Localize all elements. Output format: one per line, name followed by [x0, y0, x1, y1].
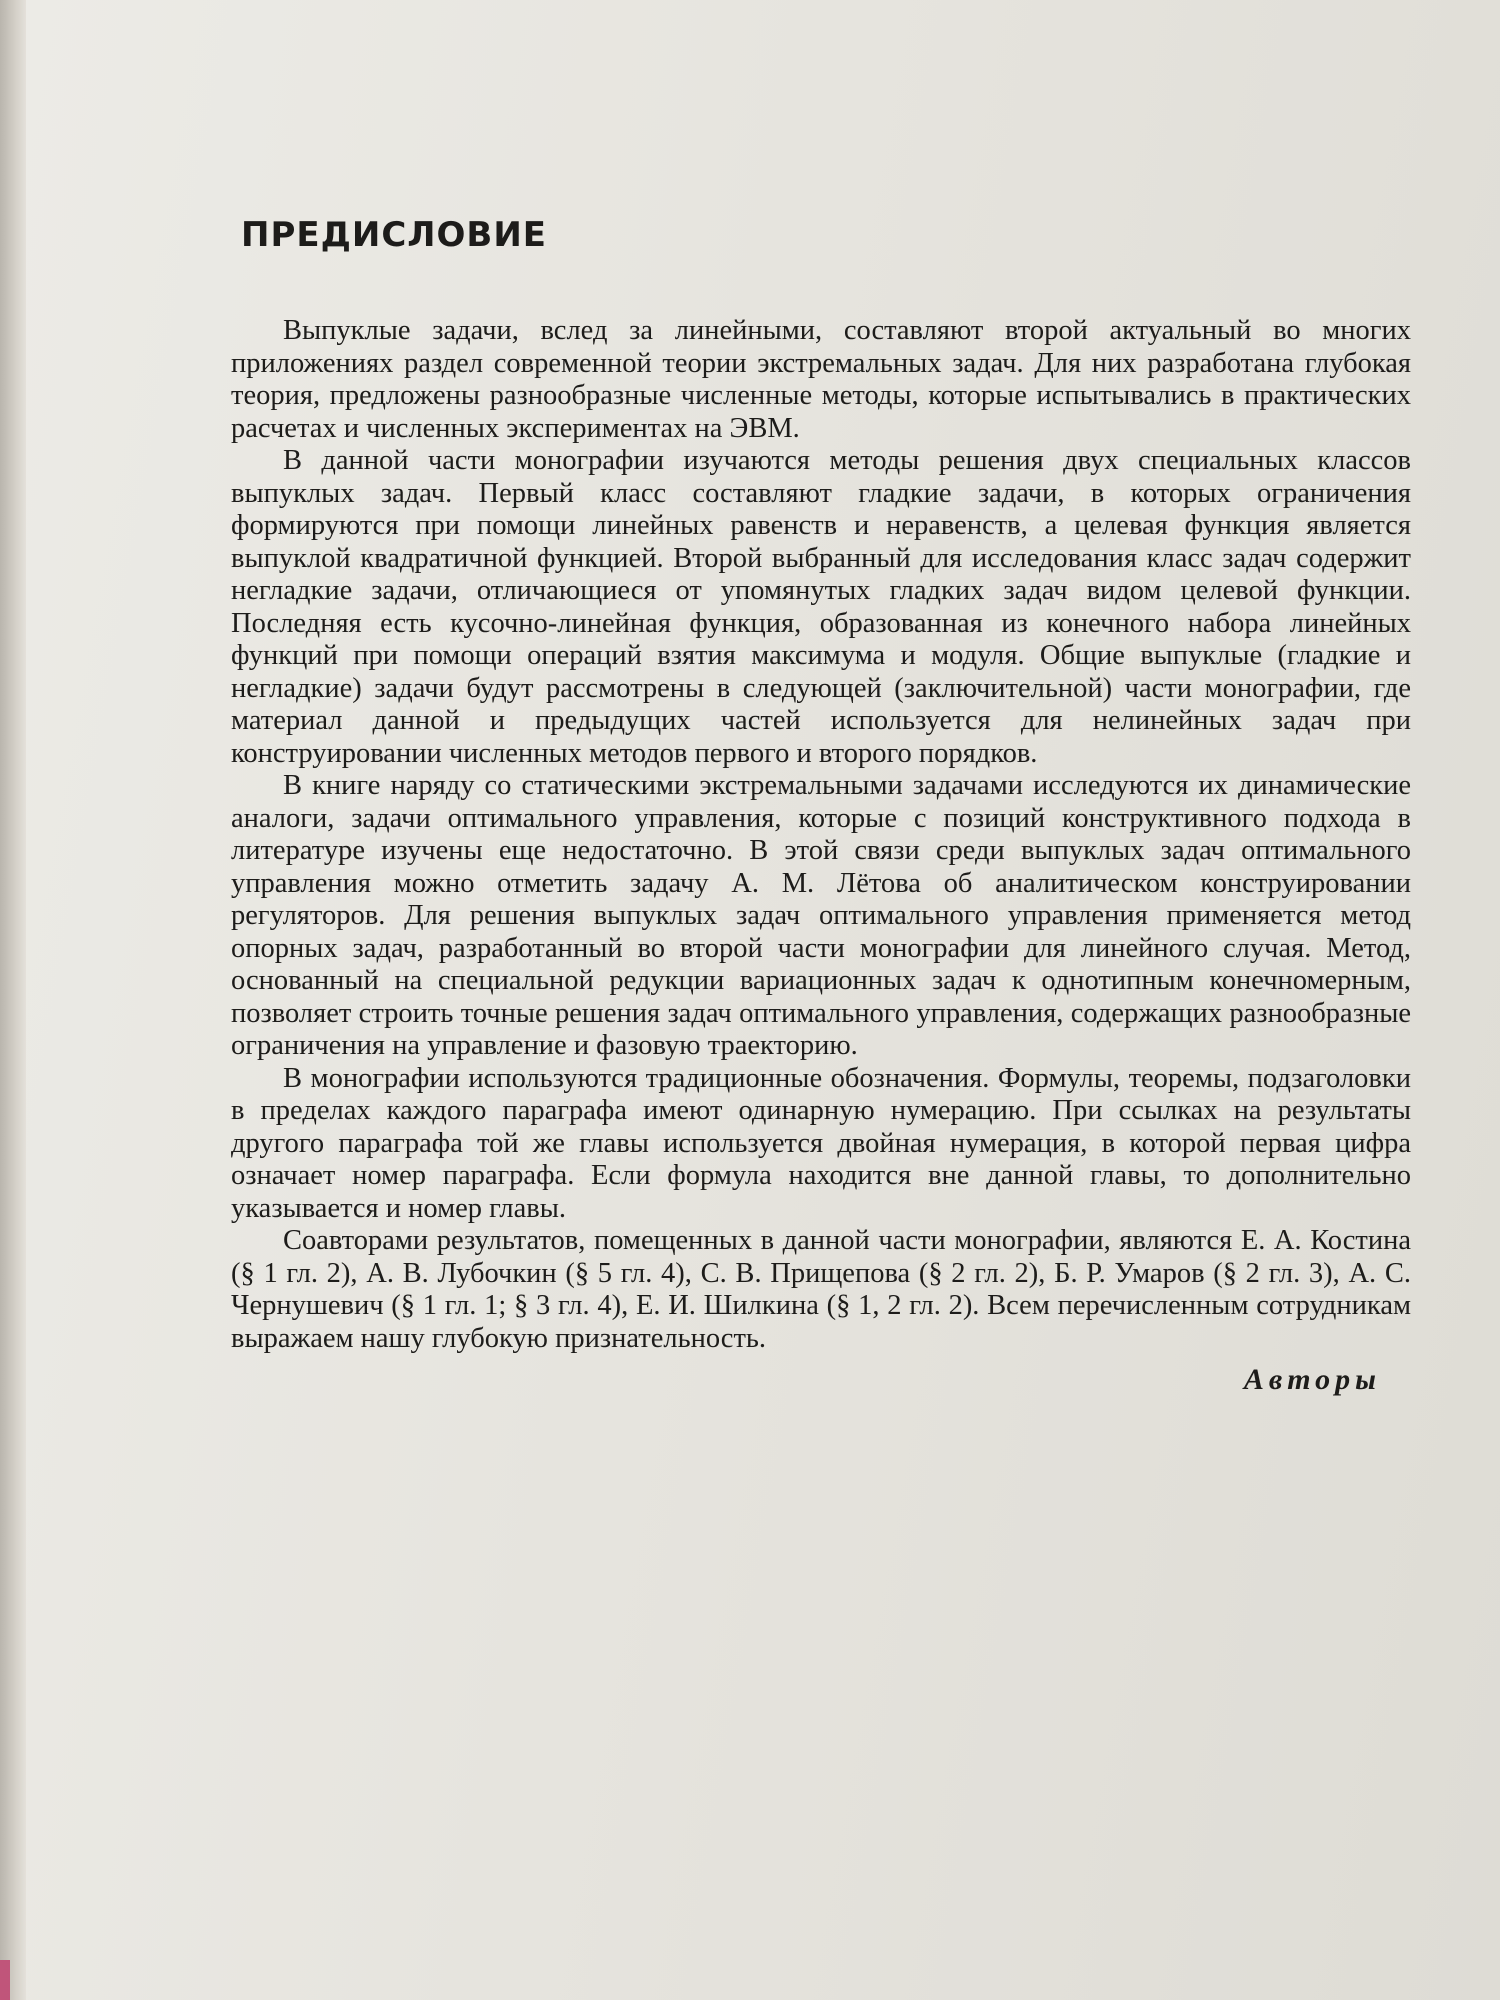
page-content — [231, 215, 1411, 1397]
paragraph-1: Выпуклые задачи, вслед за линейными, составляют второй актуальный во многих приложениях раздел современной теории экстремальных задач. Для них разработана глубокая теория, предложены разнообразные численные методы, которые испытывались в практических расчетах и численных экспериментах на ЭВМ. — [231, 315, 1411, 444]
bookmark-tab — [0, 1960, 10, 2000]
book-spine-edge — [0, 0, 26, 2000]
paragraph-4: В монографии используются традиционные обозначения. Формулы, теоремы, подзаголовки в пределах каждого параграфа имеют одинарную нумерацию. При ссылках на результаты другого параграфа той же главы используется двойная нумерация, в которой первая цифра означает номер параграфа. Если формула находится вне данной главы, то дополнительно указывается и номер главы. — [231, 1062, 1411, 1224]
paragraph-5: Соавторами результатов, помещенных в данной части монографии, являются Е. А. Костина (§ 1 гл. 2), А. В. Лубочкин (§ 5 гл. 4), С. В. Прищепова (§ 2 гл. 2), Б. Р. Умаров (§ 2 гл. 3), А. С. Чернушевич (§ 1 гл. 1; § 3 гл. 4), Е. И. Шилкина (§ 1, 2 гл. 2). Всем перечисленным сотрудникам выражаем нашу глубокую признательность. — [231, 1225, 1411, 1354]
book-page — [26, 0, 1500, 2000]
paragraph-3: В книге наряду со статическими экстремальными задачами исследуются их динамические аналоги, задачи оптимального управления, которые с позиций конструктивного подхода в литературе изучены еще недостаточно. В этой связи среди выпуклых задач оптимального управления можно отметить задачу А. М. Лётова об аналитическом конструировании регуляторов. Для решения выпуклых задач оптимального управления применяется метод опорных задач, разработанный во второй части монографии для линейного случая. Метод, основанный на специальной редукции вариационных задач к однотипным конечномерным, позволяет строить точные решения задач оптимального управления, содержащих разнообразные ограничения на управление и фазовую траекторию. — [231, 770, 1411, 1061]
paragraph-2: В данной части монографии изучаются методы решения двух специальных классов выпуклых задач. Первый класс составляют гладкие задачи, в которых ограничения формируются при помощи линейных равенств и неравенств, а целевая функция является выпуклой квадратичной функцией. Второй выбранный для исследования класс задач содержит негладкие задачи, отличающиеся от упомянутых гладких задач видом целевой функции. Последняя есть кусочно-линейная функция, образованная из конечного набора линейных функций при помощи операций взятия максимума и модуля. Общие выпуклые (гладкие и негладкие) задачи будут рассмотрены в следующей (заключительной) части монографии, где материал данной и предыдущих частей используется для нелинейных задач при конструировании численных методов первого и второго порядков. — [231, 445, 1411, 769]
page-heading: ПРЕДИСЛОВИЕ — [241, 215, 548, 255]
signature: Авторы — [1243, 1363, 1381, 1396]
